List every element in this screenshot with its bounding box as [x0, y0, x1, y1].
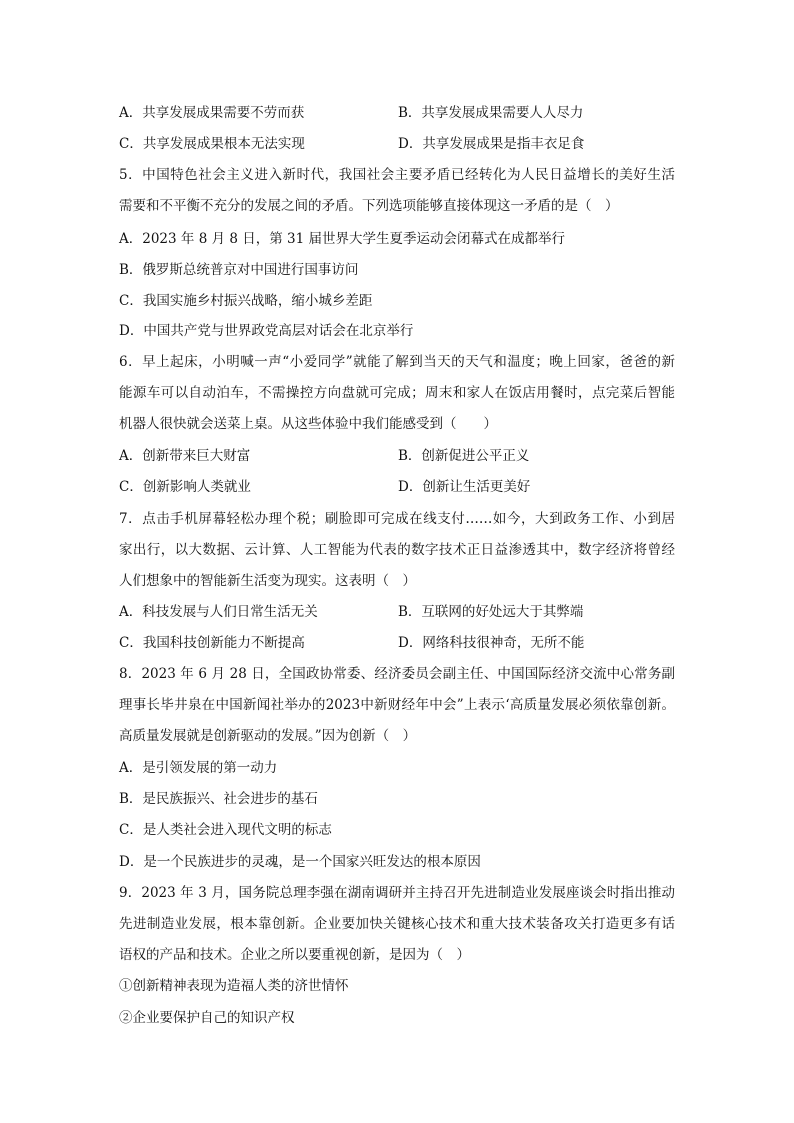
q7-option-d: D．网络科技很神奇，无所不能 [398, 635, 585, 651]
q7-option-a: A．科技发展与人们日常生活无关 [119, 604, 318, 620]
q5-stem-line-1: 5．中国特色社会主义进入新时代，我国社会主要矛盾已经转化为人民日益增长的美好生活 [119, 167, 675, 183]
q4-option-a: A．共享发展成果需要不劳而获 [119, 105, 305, 121]
q7-option-c: C．我国科技创新能力不断提高 [119, 635, 305, 651]
q8-stem-line-3: 高质量发展就是创新驱动的发展。”因为创新（ ） [119, 728, 417, 744]
q6-stem-line-1: 6．早上起床，小明喊一声“小爱同学”就能了解到当天的天气和温度；晚上回家，爸爸的新 [119, 354, 675, 370]
q8-stem-line-2: 理事长毕井泉在中国新闻社举办的2023中新财经年中会”上表示‘高质量发展必须依靠创新。 [119, 697, 675, 713]
q5-option-c: C．我国实施乡村振兴战略，缩小城乡差距 [119, 293, 373, 309]
q6-stem-line-3: 机器人很快就会送菜上桌。从这些体验中我们能感受到（ ） [119, 416, 497, 432]
q9-item-1: ①创新精神表现为造福人类的济世情怀 [119, 978, 349, 994]
q5-option-a: A．2023 年 8 月 8 日，第 31 届世界大学生夏季运动会闭幕式在成都举行 [119, 231, 566, 247]
q8-option-b: B．是民族振兴、社会进步的基石 [119, 791, 318, 807]
q9-item-2: ②企业要保护自己的知识产权 [119, 1010, 295, 1026]
q8-option-d: D．是一个民族进步的灵魂，是一个国家兴旺发达的根本原因 [119, 854, 481, 870]
q7-stem-line-2: 家出行，以大数据、云计算、人工智能为代表的数字技术正日益渗透其中，数字经济将曾经 [119, 542, 675, 558]
q9-stem-line-1: 9．2023 年 3 月，国务院总理李强在湖南调研并主持召开先进制造业发展座谈会时指出推动 [119, 885, 675, 901]
q9-stem-line-3: 语权的产品和技术。企业之所以要重视创新，是因为（ ） [119, 947, 470, 963]
q6-option-c: C．创新影响人类就业 [119, 479, 251, 495]
q6-option-a: A．创新带来巨大财富 [119, 448, 251, 464]
q5-stem-line-2: 需要和不平衡不充分的发展之间的矛盾。下列选项能够直接体现这一矛盾的是（ ） [119, 198, 619, 214]
q7-option-b: B．互联网的好处远大于其弊端 [398, 604, 584, 620]
q6-option-d: D．创新让生活更美好 [398, 479, 531, 495]
q9-stem-line-2: 先进制造业发展，根本靠创新。企业要加快关键核心技术和重大技术装备攻关打造更多有话 [119, 916, 675, 932]
q4-option-d: D．共享发展成果是指丰衣足食 [398, 136, 585, 152]
q8-option-c: C．是人类社会进入现代文明的标志 [119, 822, 332, 838]
q7-stem-line-1: 7．点击手机屏幕轻松办理个税；刷脸即可完成在线支付……如今，大到政务工作、小到居 [119, 511, 675, 527]
q4-option-c: C．共享发展成果根本无法实现 [119, 136, 305, 152]
q6-stem-line-2: 能源车可以自动泊车，不需操控方向盘就可完成；周末和家人在饭店用餐时，点完菜后智能 [119, 385, 675, 401]
q8-stem-line-1: 8．2023 年 6 月 28 日，全国政协常委、经济委员会副主任、中国国际经济交流中心常务副 [119, 666, 675, 682]
q7-stem-line-3: 人们想象中的智能新生活变为现实。这表明（ ） [119, 573, 416, 589]
q8-option-a: A．是引领发展的第一动力 [119, 760, 278, 776]
q4-option-b: B．共享发展成果需要人人尽力 [398, 105, 584, 121]
q6-option-b: B．创新促进公平正义 [398, 448, 530, 464]
q5-option-b: B．俄罗斯总统普京对中国进行国事访问 [119, 262, 359, 278]
q5-option-d: D．中国共产党与世界政党高层对话会在北京举行 [119, 323, 414, 339]
